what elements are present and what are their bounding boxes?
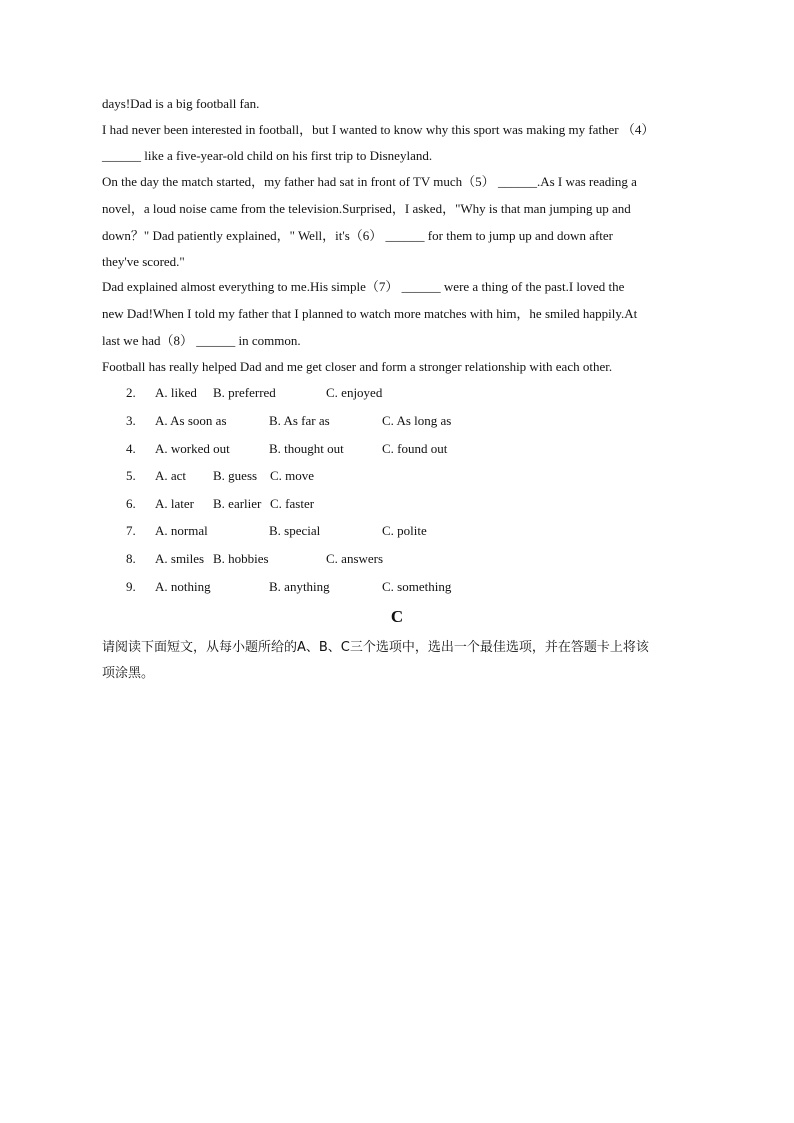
passage-line-8 [102, 278, 702, 296]
passage-text: On the day the match started，my father had sat in front of TV much（5） [102, 174, 495, 189]
passage-text: down？" Dad patiently explained，" Well，it's（6） [102, 228, 383, 243]
answer-blank-6: ______ [385, 228, 425, 243]
answer-blank-7: ______ [401, 279, 441, 294]
option-b[interactable]: B. thought out [269, 441, 344, 456]
option-c[interactable]: C. enjoyed [326, 385, 383, 400]
passage-text: were a thing of the past.I loved the [443, 279, 625, 294]
instruction-line-2: 项涂黑。 [102, 666, 155, 681]
answer-blank-5: ______ [497, 174, 537, 189]
passage-line-10 [102, 332, 702, 350]
question-number: 3. [126, 413, 136, 428]
passage-line-1: days!Dad is a big football fan. [102, 96, 260, 111]
passage-text: Dad explained almost everything to me.His simple（7） [102, 279, 399, 294]
section-heading: C [390, 607, 404, 626]
question-number: 7. [126, 523, 136, 538]
option-c[interactable]: C. faster [270, 496, 315, 511]
option-a[interactable]: A. nothing [155, 579, 211, 594]
question-number: 2. [126, 385, 136, 400]
passage-text: in common. [238, 333, 301, 348]
option-c[interactable]: C. found out [382, 441, 448, 456]
question-number: 5. [126, 468, 136, 483]
option-c[interactable]: C. As long as [382, 413, 452, 428]
passage-text: last we had（8） [102, 333, 193, 348]
passage-line-11: Football has really helped Dad and me get closer and form a stronger relationship with each other. [102, 359, 613, 374]
passage-line-7: they've scored." [102, 254, 185, 269]
question-number: 4. [126, 441, 136, 456]
option-b[interactable]: B. guess [213, 468, 258, 483]
option-a[interactable]: A. normal [155, 523, 208, 538]
answer-blank-8: ______ [196, 333, 236, 348]
option-a[interactable]: A. worked out [155, 441, 230, 456]
passage-line-6 [102, 227, 702, 245]
passage-text: .As I was reading a [536, 174, 637, 189]
passage-text: for them to jump up and down after [427, 228, 614, 243]
option-c[interactable]: C. something [382, 579, 452, 594]
option-b[interactable]: B. anything [269, 579, 330, 594]
option-a[interactable]: A. later [155, 496, 194, 511]
question-number: 9. [126, 579, 136, 594]
option-c[interactable]: C. polite [382, 523, 427, 538]
option-b[interactable]: B. preferred [213, 385, 276, 400]
option-a[interactable]: A. As soon as [155, 413, 227, 428]
option-c[interactable]: C. answers [326, 551, 384, 566]
question-number: 8. [126, 551, 136, 566]
answer-blank-4: ______ [102, 148, 141, 163]
option-a[interactable]: A. act [155, 468, 187, 483]
passage-line-4 [102, 173, 702, 191]
passage-line-2: I had never been interested in football，but I wanted to know why this sport was making my father （4） [102, 122, 655, 137]
passage-text: like a five-year-old child on his first trip to Disneyland. [141, 148, 433, 163]
option-b[interactable]: B. As far as [269, 413, 330, 428]
instruction-line-1: 请阅读下面短文，从每小题所给的A、B、C三个选项中，选出一个最佳选项，并在答题卡上将该 [102, 640, 649, 655]
option-b[interactable]: B. hobbies [213, 551, 269, 566]
option-b[interactable]: B. special [269, 523, 321, 538]
passage-line-9: new Dad!When I told my father that I planned to watch more matches with him，he smiled happily.At [102, 306, 638, 321]
option-b[interactable]: B. earlier [213, 496, 262, 511]
passage-line-3 [102, 147, 702, 165]
passage-line-5: novel，a loud noise came from the television.Surprised，I asked，"Why is that man jumping up and [102, 201, 631, 216]
option-a[interactable]: A. liked [155, 385, 197, 400]
option-c[interactable]: C. move [270, 468, 315, 483]
question-number: 6. [126, 496, 136, 511]
option-a[interactable]: A. smiles [155, 551, 205, 566]
